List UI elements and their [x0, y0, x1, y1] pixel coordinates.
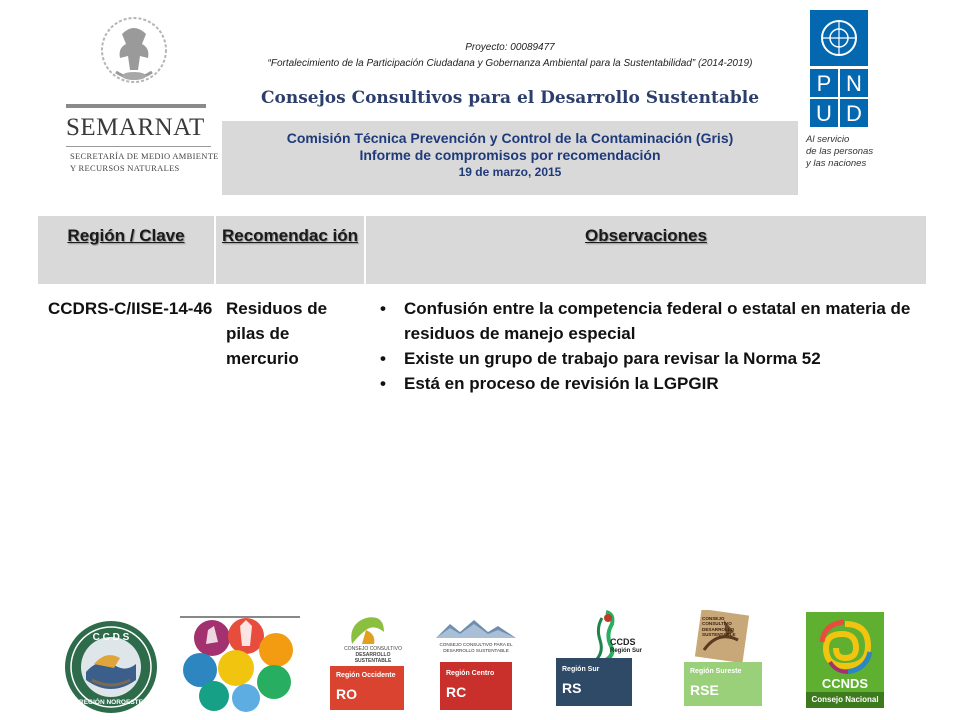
- header-observaciones: Observaciones: [585, 226, 707, 245]
- region-sureste-logo: [684, 610, 762, 708]
- rse-small-text: [702, 616, 736, 638]
- pnud-letter-p: P: [816, 71, 832, 96]
- rc-region-label: Región Centro: [446, 670, 495, 677]
- header-region-clave: Región / Clave: [38, 216, 216, 284]
- observation-item: • Está en proceso de revisión la LGPGIR: [378, 371, 926, 396]
- cell-observaciones: [366, 284, 926, 396]
- header-recomendacion: Recomendac ión: [216, 216, 366, 284]
- ccds-bottom-text: REGIÓN NOROESTE: [79, 699, 143, 706]
- ccnds-sub: Consejo Nacional: [811, 695, 879, 704]
- rs-badge-name: CCDS: [610, 637, 636, 647]
- ccnds-swirl-icon: [814, 618, 876, 674]
- rc-small-2: DESARROLLO SUSTENTABLE: [443, 648, 509, 653]
- rse-color-block: [684, 662, 762, 706]
- observation-item: • Confusión entre la competencia federal o estatal en materia de residuos de manejo especial: [378, 296, 926, 346]
- rse-small-2: CONSULTIVO: [702, 621, 732, 627]
- ccds-noroeste-logo: [64, 620, 158, 714]
- pnud-letter-n: N: [846, 71, 862, 96]
- semarnat-subtitle-2: Y RECURSOS NATURALES: [70, 163, 180, 173]
- cell-clave: CCDRS-C/IISE-14-46: [48, 299, 213, 318]
- rse-small-3: DESARROLLO: [702, 626, 735, 632]
- ro-small-1: CONSEJO CONSULTIVO: [344, 646, 402, 652]
- pnud-tagline: [806, 134, 886, 170]
- rs-region-label: Región Sur: [562, 666, 600, 673]
- ccds-top-text: C C D S: [92, 632, 130, 643]
- semarnat-divider: [66, 146, 211, 147]
- rc-code: RC: [446, 684, 467, 700]
- rse-region-label: Región Sureste: [690, 668, 742, 675]
- semarnat-name: SEMARNAT: [66, 114, 205, 141]
- rc-small-text: [436, 642, 516, 654]
- rs-color-block: [556, 658, 632, 706]
- rs-badge: [610, 638, 642, 656]
- ro-region-label: Región Occidente: [336, 672, 396, 679]
- project-number: Proyecto: 00089477: [465, 42, 555, 53]
- pnud-letter-u: U: [816, 101, 832, 126]
- pnud-tagline-2: de las personas: [806, 146, 874, 157]
- table-header-row: [38, 216, 926, 284]
- ccnds-name: CCNDS: [821, 676, 869, 691]
- rc-mountains-icon: [436, 618, 516, 640]
- pnud-tagline-3: y las naciones: [806, 158, 867, 169]
- rse-small-4: SUSTENTABLE: [702, 632, 736, 638]
- consejos-title: Consejos Consultivos para el Desarrollo Sustentable: [260, 88, 760, 108]
- ro-small-text: [338, 646, 408, 664]
- table-row: [38, 284, 926, 396]
- report-date: 19 de marzo, 2015: [458, 165, 562, 179]
- region-circles-logo: [180, 616, 300, 712]
- mexican-eagle-seal-icon: [100, 14, 168, 92]
- pnud-letter-d: D: [846, 101, 862, 126]
- project-info: [220, 40, 800, 72]
- ccnds-logo: [806, 612, 884, 708]
- region-sur-logo: [556, 610, 646, 708]
- observation-item: • Existe un grupo de trabajo para revisar la Norma 52: [378, 346, 926, 371]
- colorful-circles-emblem-icon: [180, 616, 300, 712]
- rs-badge-sub: Región Sur: [610, 648, 643, 654]
- report-info-box: [222, 121, 798, 195]
- rs-code: RS: [562, 680, 582, 696]
- semarnat-subtitle-1: SECRETARÍA DE MEDIO AMBIENTE: [70, 151, 219, 161]
- semarnat-logo: [60, 14, 219, 184]
- region-centro-logo: [436, 614, 516, 710]
- ro-code: RO: [336, 686, 357, 702]
- ro-small-2: DESARROLLO: [355, 652, 391, 658]
- rc-small-1: CONSEJO CONSULTIVO PARA EL: [439, 642, 513, 647]
- recommendations-table: [38, 216, 926, 396]
- rc-color-block: [440, 662, 512, 710]
- ro-color-block: [330, 666, 404, 710]
- pnud-tagline-1: Al servicio: [806, 134, 850, 145]
- ccds-noroeste-emblem-icon: [64, 620, 158, 714]
- pnud-logo: [806, 10, 876, 180]
- report-title: Informe de compromisos por recomendación: [359, 147, 661, 163]
- rse-small-1: CONSEJO: [702, 616, 725, 621]
- rse-code: RSE: [690, 682, 719, 698]
- ro-small-3: SUSTENTABLE: [354, 658, 392, 664]
- semarnat-top-bar: [66, 104, 206, 108]
- cell-recomendacion: Residuos de pilas de mercurio: [226, 299, 328, 368]
- commission-title: Comisión Técnica Prevención y Control de la Contaminación (Gris): [286, 130, 734, 146]
- ccnds-sub-bar: [806, 692, 884, 708]
- observations-list: [378, 296, 926, 396]
- project-title: “Fortalecimiento de la Participación Ciudadana y Gobernanza Ambiental para la Sustentabilidad” (2014-2019): [267, 58, 753, 69]
- ro-emblem-icon: [344, 614, 390, 646]
- undp-logo-icon: [810, 10, 868, 128]
- region-occidente-logo: [330, 614, 404, 710]
